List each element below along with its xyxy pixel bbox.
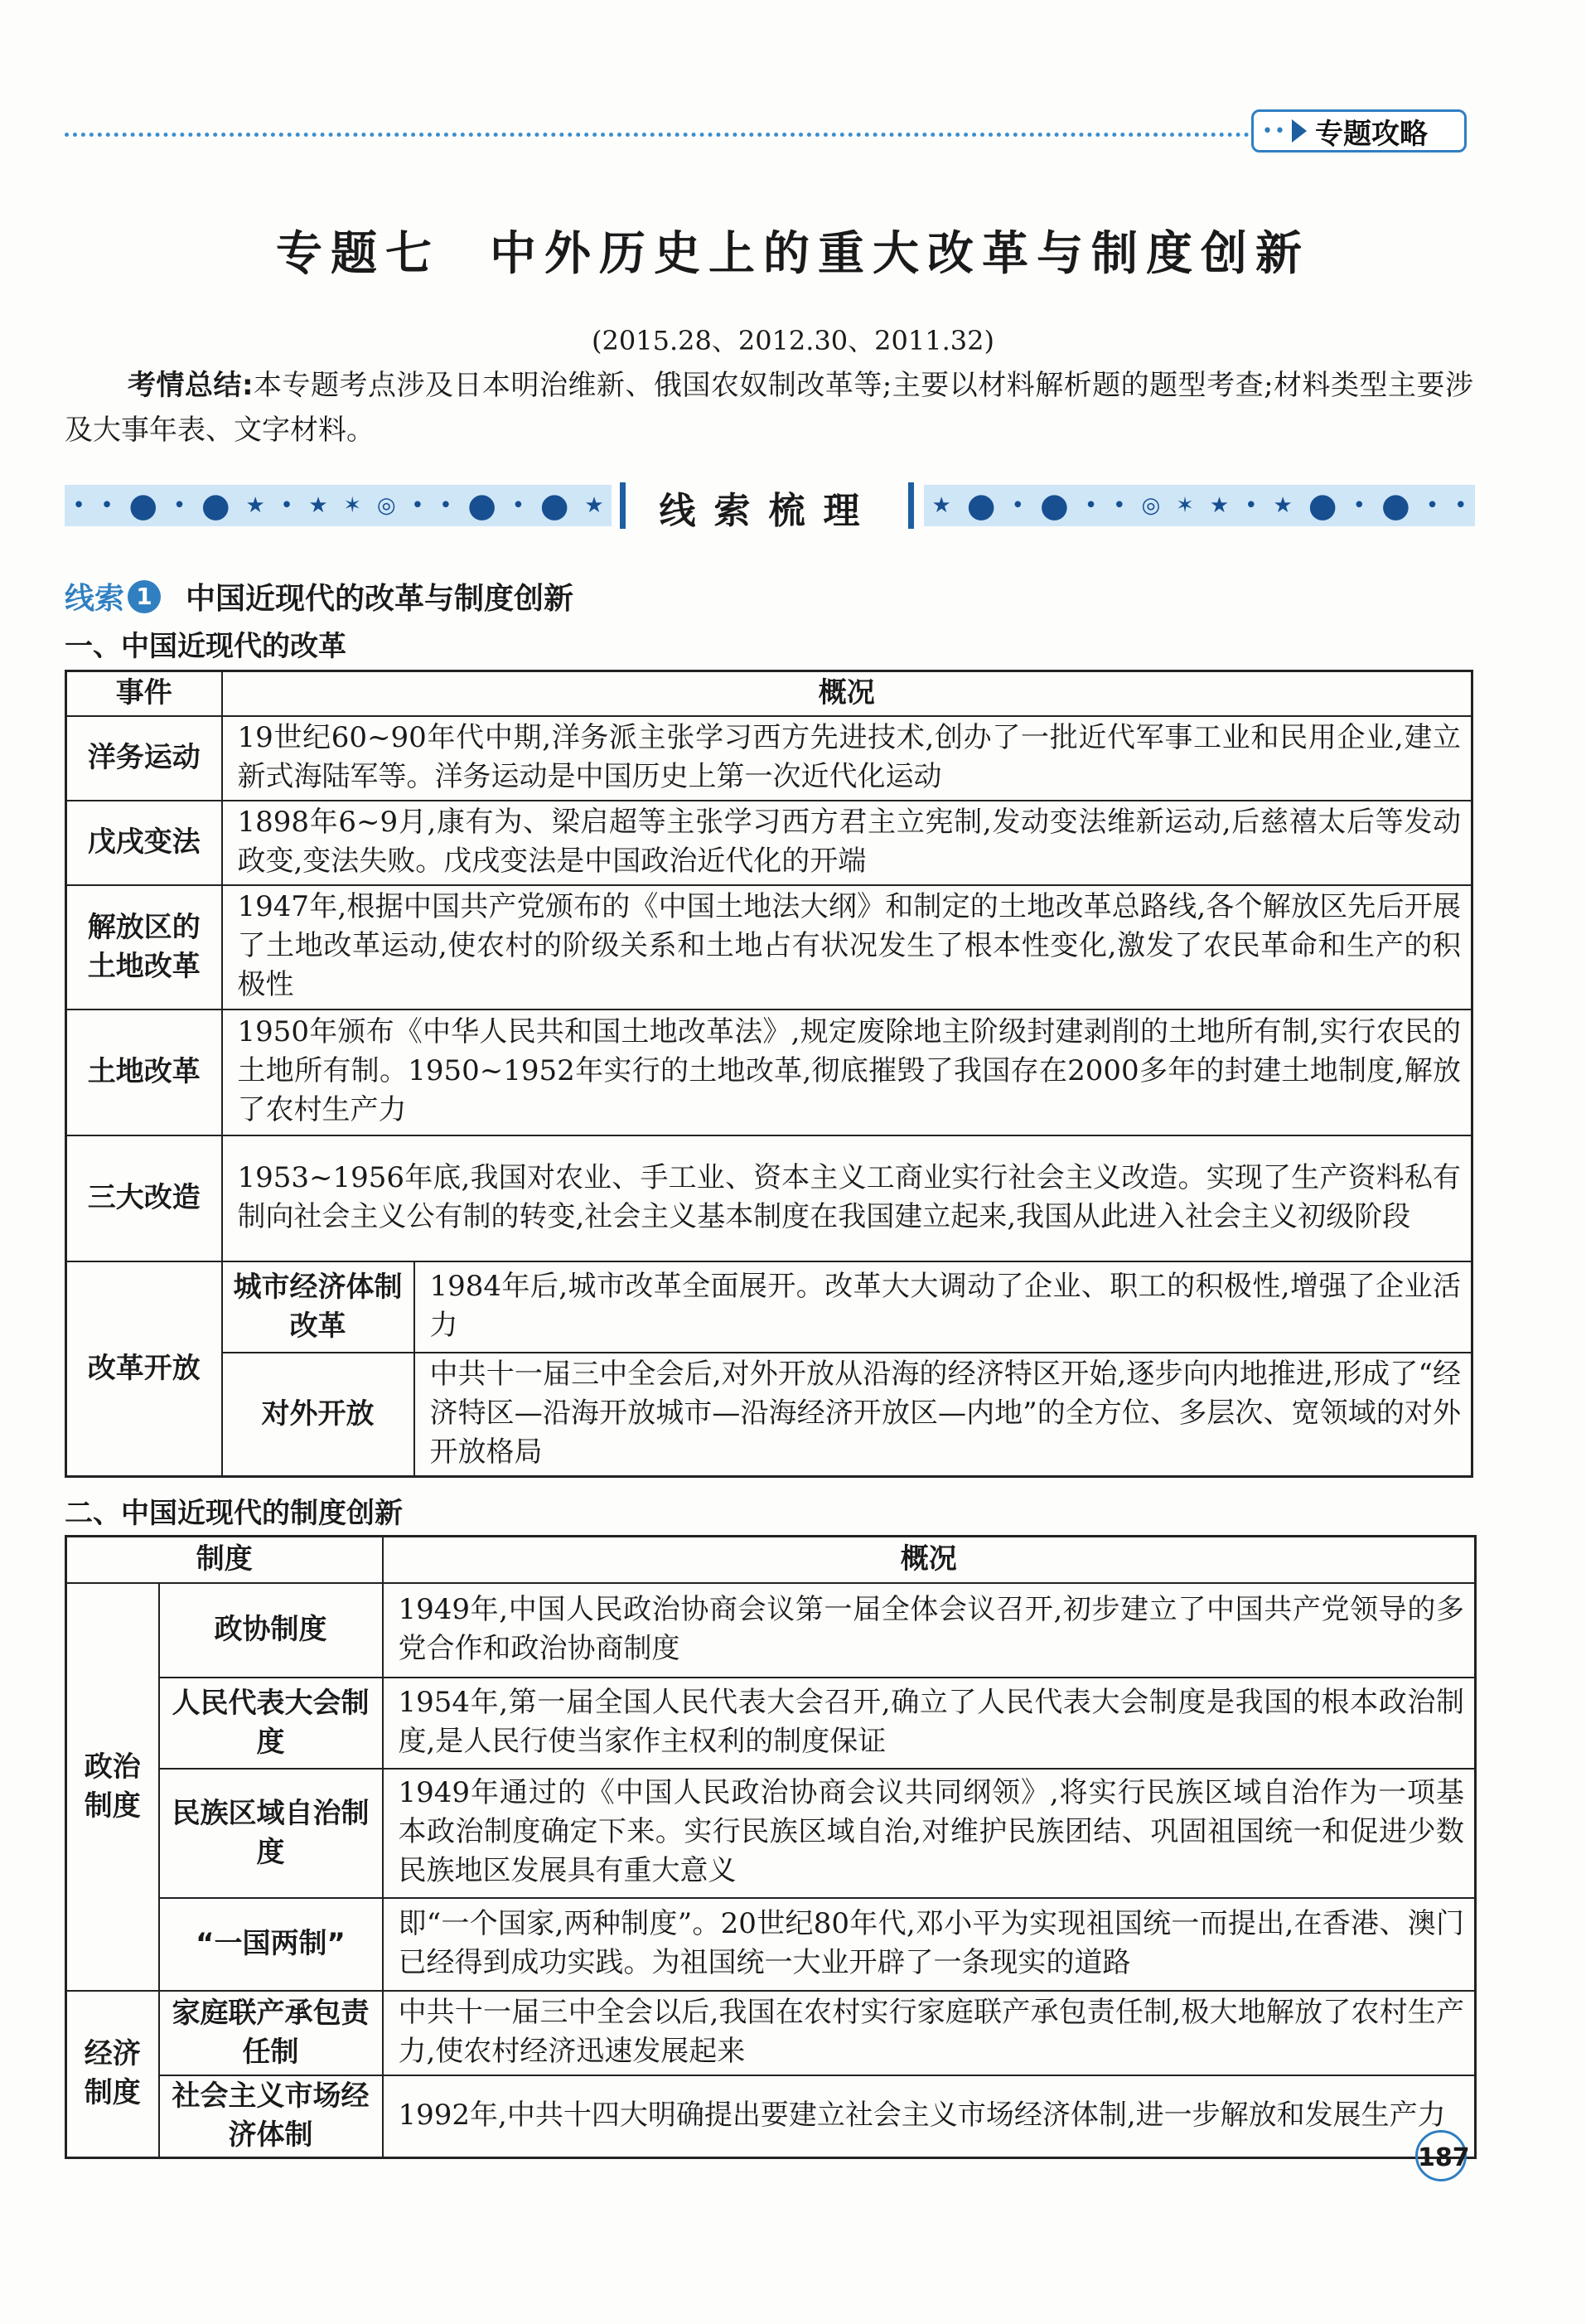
header-dotted-rule <box>65 133 1250 137</box>
event-name: 改革开放 <box>66 1261 222 1477</box>
section-tag-label: 专题攻略 <box>1314 117 1428 151</box>
institution-name: 家庭联产承包责任制 <box>159 1991 383 2075</box>
event-text: 1947年,根据中国共产党颁布的《中国土地法大纲》和制定的土地改革总路线,各个解放区先后开展了土地改革运动,使农村的阶级关系和土地占有状况发生了根本性变化,激发了农民革命和生产的积极性 <box>222 885 1472 1009</box>
col-header-institution: 制度 <box>66 1537 383 1583</box>
col-header-overview: 概况 <box>383 1537 1476 1583</box>
exam-years: (2015.28、2012.30、2011.32) <box>592 325 994 356</box>
institution-text: 1949年,中国人民政治协商会议第一届全体会议召开,初步建立了中国共产党领导的多党合作和政治协商制度 <box>383 1583 1476 1678</box>
event-text: 19世纪60~90年代中期,洋务派主张学习西方先进技术,创办了一批近代军事工业和民用企业,建立新式海陆军等。洋务运动是中国历史上第一次近代化运动 <box>222 716 1472 801</box>
institution-text: 中共十一届三中全会以后,我国在农村实行家庭联产承包责任制,极大地解放了农村生产力,使农村经济迅速发展起来 <box>383 1991 1476 2075</box>
institution-name: 社会主义市场经济体制 <box>159 2075 383 2158</box>
col-header-event: 事件 <box>66 671 222 716</box>
table-row <box>66 1678 1476 1769</box>
sub-event-name: 对外开放 <box>222 1353 414 1477</box>
table-row <box>66 1135 1472 1261</box>
col-header-overview: 概况 <box>222 671 1472 716</box>
reform-table <box>65 670 1473 1478</box>
table-row <box>66 1009 1472 1135</box>
banner-bar-right <box>908 482 914 529</box>
table-row <box>66 1353 1472 1477</box>
summary-key: 考情总结: <box>128 369 254 402</box>
banner-decoration-left <box>65 485 612 526</box>
event-name: 洋务运动 <box>66 716 222 801</box>
event-name: 土地改革 <box>66 1009 222 1135</box>
table-row <box>66 2075 1476 2158</box>
title-part1: 专题七 <box>276 226 440 281</box>
table-row <box>66 885 1472 1009</box>
event-text: 1953~1956年底,我国对农业、手工业、资本主义工商业实行社会主义改造。实现了生产资料私有制向社会主义公有制的转变,社会主义基本制度在我国建立起来,我国从此进入社会主义初级阶段 <box>222 1135 1472 1261</box>
table-header-row <box>66 1537 1476 1583</box>
clue-prefix: 线索 <box>65 582 125 616</box>
tag-arrow-icon <box>1292 119 1307 143</box>
clue-heading <box>65 575 573 617</box>
institution-text: 1949年通过的《中国人民政治协商会议共同纲领》,将实行民族区域自治作为一项基本政治制度确定下来。实行民族区域自治,对维护民族团结、巩固祖国统一和促进少数民族地区发展具有重大意义 <box>383 1769 1476 1898</box>
title-part2: 中外历史上的重大改革与制度创新 <box>490 226 1310 281</box>
bead-pattern-icon: • • ● • ● ★ • ★ ✶ ◎ • • ● • ● ★ <box>72 487 604 525</box>
sub-event-text: 中共十一届三中全会后,对外开放从沿海的经济特区开始,逐步向内地推进,形成了“经济特区—沿海开放城市—沿海经济开放区—内地”的全方位、多层次、宽领域的对外开放格局 <box>414 1353 1472 1477</box>
event-name: 解放区的土地改革 <box>66 885 222 1009</box>
summary-text: 本专题考点涉及日本明治维新、俄国农奴制改革等;主要以材料解析题的题型考查;材料类型主要涉及大事年表、文字材料。 <box>65 369 1473 447</box>
page-title <box>0 217 1586 283</box>
institution-name: 民族区域自治制度 <box>159 1769 383 1898</box>
bead-pattern-icon: ★ ● • ● • • ◎ ✶ ★ • ★ ● • ● • • <box>931 487 1468 525</box>
section2-heading: 二、中国近现代的制度创新 <box>65 1497 403 1530</box>
clue-title: 中国近现代的改革与制度创新 <box>186 582 574 616</box>
sub-event-name: 城市经济体制改革 <box>222 1261 414 1353</box>
page-number: 187 <box>1415 2130 1467 2181</box>
section1-heading: 一、中国近现代的改革 <box>65 630 346 663</box>
institution-text: 1954年,第一届全国人民代表大会召开,确立了人民代表大会制度是我国的根本政治制度,是人民行使当家作主权利的制度保证 <box>383 1678 1476 1769</box>
institution-name: “一国两制” <box>159 1898 383 1991</box>
table-row <box>66 801 1472 885</box>
sub-event-text: 1984年后,城市改革全面展开。改革大大调动了企业、职工的积极性,增强了企业活力 <box>414 1261 1472 1353</box>
group-economic: 经济制度 <box>66 1991 159 2158</box>
table-row <box>66 716 1472 801</box>
event-text: 1950年颁布《中华人民共和国土地改革法》,规定废除地主阶级封建剥削的土地所有制,实行农民的土地所有制。1950~1952年实行的土地改革,彻底摧毁了我国存在2000多年的封建土地制度,解放了农村生产力 <box>222 1009 1472 1135</box>
institution-name: 政协制度 <box>159 1583 383 1678</box>
event-name: 三大改造 <box>66 1135 222 1261</box>
table-header-row <box>66 671 1472 716</box>
institution-name: 人民代表大会制度 <box>159 1678 383 1769</box>
banner-decoration-right <box>924 485 1475 526</box>
institution-text: 即“一个国家,两种制度”。20世纪80年代,邓小平为实现祖国统一而提出,在香港、澳门已经得到成功实践。为祖国统一大业开辟了一条现实的道路 <box>383 1898 1476 1991</box>
event-name: 戊戌变法 <box>66 801 222 885</box>
table-row <box>66 1583 1476 1678</box>
clue-number-badge: 1 <box>128 580 161 613</box>
table-row <box>66 1898 1476 1991</box>
table-row <box>66 1769 1476 1898</box>
event-text: 1898年6~9月,康有为、梁启超等主张学习西方君主立宪制,发动变法维新运动,后慈禧太后等发动政变,变法失败。戊戌变法是中国政治近代化的开端 <box>222 801 1472 885</box>
summary-paragraph <box>65 363 1473 453</box>
table-row <box>66 1261 1472 1353</box>
section-tag <box>1251 109 1467 153</box>
tag-dots-icon: •• <box>1262 120 1287 142</box>
table-row <box>66 1991 1476 2075</box>
institution-text: 1992年,中共十四大明确提出要建立社会主义市场经济体制,进一步解放和发展生产力 <box>383 2075 1476 2158</box>
institution-table <box>65 1535 1477 2159</box>
banner-title: 线索梳理 <box>659 490 878 532</box>
group-political: 政治制度 <box>66 1583 159 1991</box>
